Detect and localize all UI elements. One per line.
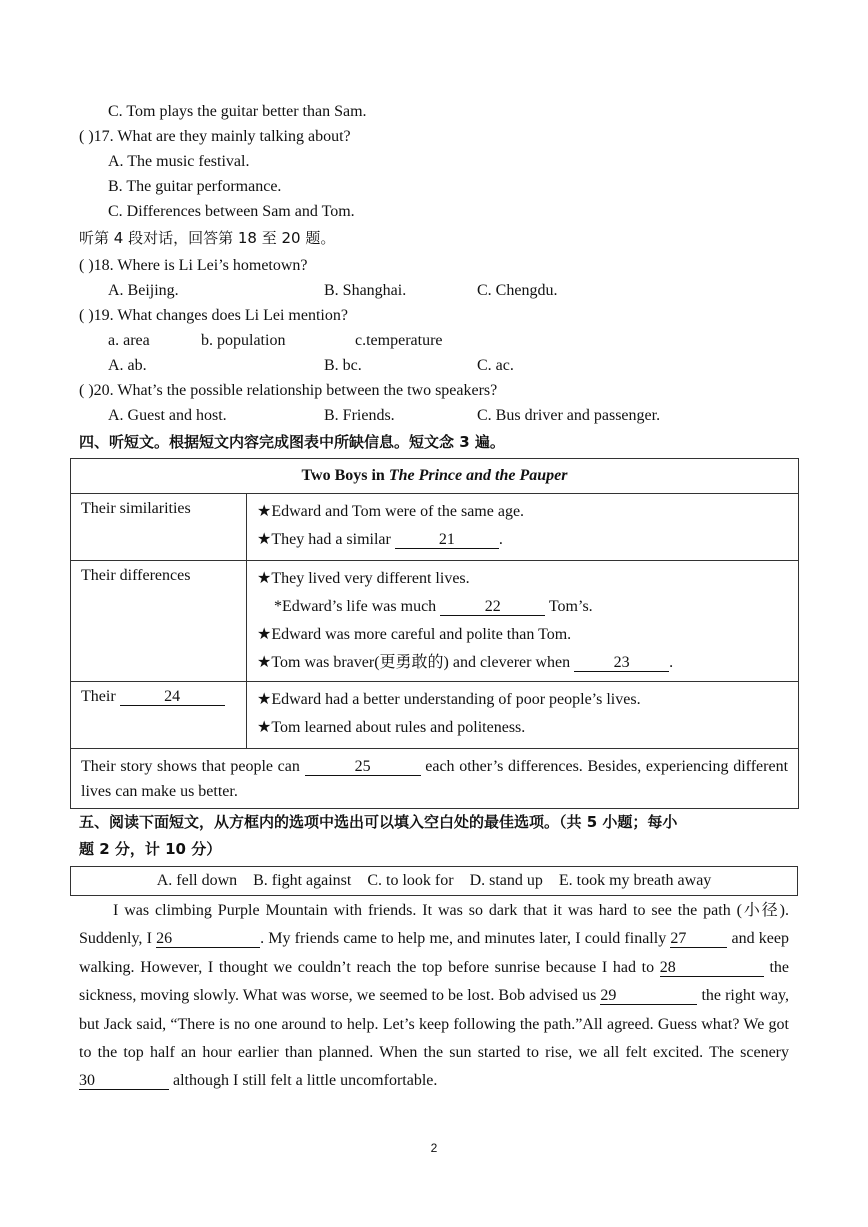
blank-24: 24 xyxy=(120,688,225,706)
q20-option-c: C. Bus driver and passenger. xyxy=(477,407,661,424)
info-chart-table xyxy=(70,458,799,809)
section5-heading-line1: 五、阅读下面短文，从方框内的选项中选出可以填入空白处的最佳选项。（共 5 小题；每小 xyxy=(79,813,678,831)
q20-option-a: A. Guest and host. xyxy=(108,407,227,424)
q18-option-a: A. Beijing. xyxy=(108,282,179,299)
q18-option-b: B. Shanghai. xyxy=(324,282,407,299)
q19-item-b: b. population xyxy=(201,332,286,349)
blank-28: 28 xyxy=(660,959,764,977)
q16-option-c: C. Tom plays the guitar better than Sam. xyxy=(108,103,367,120)
book-title: The Prince and the Pauper xyxy=(388,467,568,484)
difference-line-4: ★Tom was braver(更勇敢的) and cleverer when 23 . xyxy=(257,654,674,671)
table-footer: Their story shows that people can 25 each other’s differences. Besides, experiencing different lives can make us better. xyxy=(71,749,799,809)
q18-stem: ( )18. Where is Li Lei’s hometown? xyxy=(79,257,308,274)
difference-line-2: *Edward’s life was much 22 Tom’s. xyxy=(274,598,593,615)
q17-option-a: A. The music festival. xyxy=(108,153,250,170)
blank-29: 29 xyxy=(600,987,697,1005)
q19-stem: ( )19. What changes does Li Lei mention? xyxy=(79,307,348,324)
section5-heading-line2: 题 2 分，计 10 分） xyxy=(79,840,222,858)
section4-heading: 四、听短文。根据短文内容完成图表中所缺信息。短文念 3 遍。 xyxy=(79,433,505,451)
row-content-similarities xyxy=(247,494,799,561)
similarity-line-2: ★They had a similar 21 . xyxy=(257,531,503,548)
q17-stem: ( )17. What are they mainly talking about? xyxy=(79,128,351,145)
q19-option-b: B. bc. xyxy=(324,357,362,374)
q19-option-a: A. ab. xyxy=(108,357,147,374)
q19-item-a: a. area xyxy=(108,332,150,349)
q18-option-c: C. Chengdu. xyxy=(477,282,558,299)
page-number: 2 xyxy=(430,1141,438,1155)
row-label-24: Their 24 xyxy=(71,682,247,749)
blank-23: 23 xyxy=(574,654,669,672)
similarity-line-1: ★Edward and Tom were of the same age. xyxy=(257,503,525,520)
blank-22: 22 xyxy=(440,598,545,616)
q17-option-c: C. Differences between Sam and Tom. xyxy=(108,203,355,220)
changes-line-2: ★Tom learned about rules and politeness. xyxy=(257,719,526,736)
options-box: A. fell down B. fight against C. to look for D. stand up E. took my breath away xyxy=(70,866,798,896)
blank-25: 25 xyxy=(305,758,421,776)
blank-27: 27 xyxy=(670,930,727,948)
changes-line-1: ★Edward had a better understanding of poor people’s lives. xyxy=(257,691,641,708)
dialog4-instruction: 听第 4 段对话，回答第 18 至 20 题。 xyxy=(79,229,336,247)
q19-item-c: c.temperature xyxy=(355,332,443,349)
row-content-differences xyxy=(247,561,799,682)
reading-passage: I was climbing Purple Mountain with friends. It was so dark that it was hard to see the path (小径). Suddenly, I 26 . My friends came to help me, and minutes later, I could finally 27 and keep walking. However, I thought we couldn’t reach the top before sunrise because I had to 28 the sickness, moving slowly. What was worse, we seemed to be lost. Bob advised us 29 the right way, but Jack said, “There is no one around to help. Let’s keep following the path.”All agreed. Guess what? We got to the top half an hour earlier than planned. When the sun started to rise, we all felt excited. The scenery 30 although I still felt a little uncomfortable. xyxy=(79,902,790,1090)
row-label-differences: Their differences xyxy=(71,561,247,682)
blank-26: 26 xyxy=(156,930,260,948)
row-content-24 xyxy=(247,682,799,749)
q20-stem: ( )20. What’s the possible relationship between the two speakers? xyxy=(79,382,498,399)
row-label-similarities: Their similarities xyxy=(71,494,247,561)
q19-option-c: C. ac. xyxy=(477,357,514,374)
blank-21: 21 xyxy=(395,531,499,549)
q17-option-b: B. The guitar performance. xyxy=(108,178,282,195)
blank-30: 30 xyxy=(79,1072,169,1090)
difference-line-1: ★They lived very different lives. xyxy=(257,570,470,587)
q20-option-b: B. Friends. xyxy=(324,407,395,424)
table-title: Two Boys in The Prince and the Pauper xyxy=(71,459,799,494)
difference-line-3: ★Edward was more careful and polite than Tom. xyxy=(257,626,572,643)
